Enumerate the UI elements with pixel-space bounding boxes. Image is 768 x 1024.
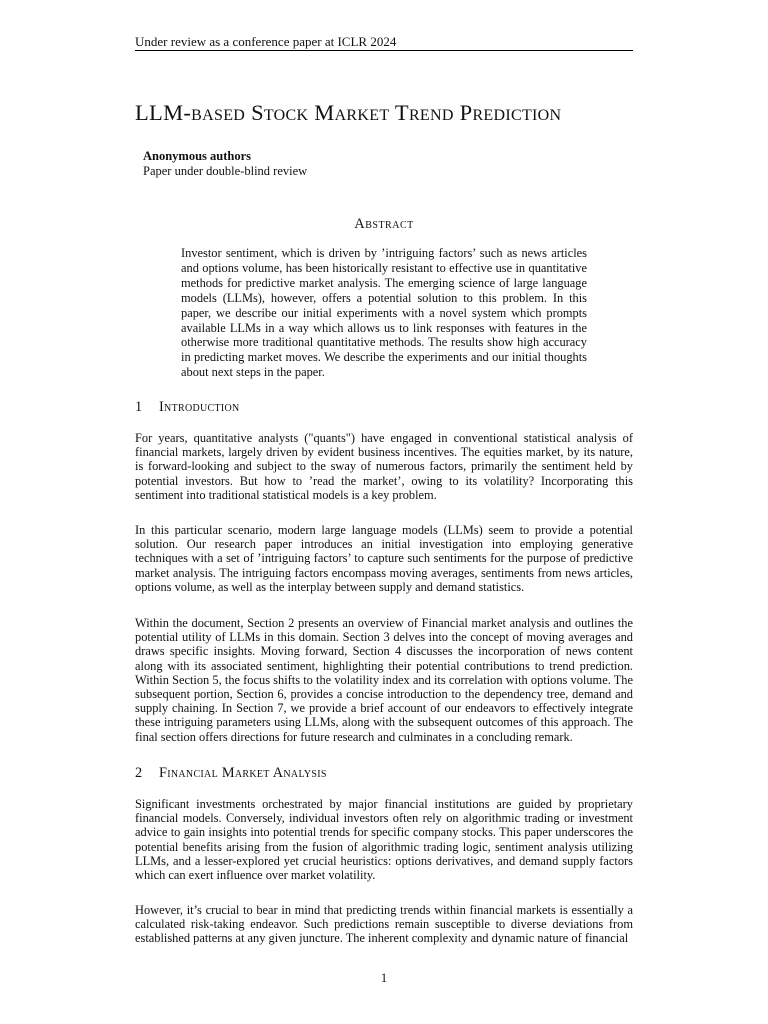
author-note: Paper under double-blind review — [143, 164, 308, 178]
section-title: Financial Market Analysis — [159, 765, 327, 781]
section-heading-introduction — [135, 399, 633, 416]
section-heading-financial-market-analysis — [135, 765, 633, 782]
section-number: 1 — [135, 399, 143, 415]
paragraph: For years, quantitative analysts ("quants") have engaged in conventional statistical analysis of financial markets, largely driven by evident business incentives. The equities market, by its nature, is forward-looking and subject to the sway of numerous factors, primarily the sentiment held by potential investors. But how to ’read the market’, owing to its volatility? Incorporating this sentiment into traditional statistical models is a key problem. — [135, 431, 633, 502]
running-header: Under review as a conference paper at ICLR 2024 — [135, 34, 397, 49]
paragraph: Within the document, Section 2 presents an overview of Financial market analysis and outlines the potential utility of LLMs in this domain. Section 3 delves into the concept of moving averages and draws specific insights. Moving forward, Section 4 discusses the incorporation of news content along with its associated sentiment, highlighting their potential contributions to trend prediction. Within Section 5, the focus shifts to the volatility index and its correlation with options volume. The subsequent portion, Section 6, provides a concise introduction to the dependency tree, demand and supply chaining. In Section 7, we provide a brief account of our endeavors to effectively integrate these intriguing parameters using LLMs, along with the subsequent outcomes of this approach. The final section offers directions for future research and culminates in a concluding remark. — [135, 616, 633, 744]
paragraph: Significant investments orchestrated by major financial institutions are guided by proprietary financial models. Conversely, individual investors often rely on algorithmic trading or investment advice to gain insights into potential trends for specific company stocks. This paper underscores the potential benefits arising from the fusion of algorithmic trading logic, sentiment analysis utilizing LLMs, and a lesser-explored yet crucial heuristics: options derivatives, and demand supply factors which can exert influence over market volatility. — [135, 797, 633, 883]
header-rule — [135, 50, 633, 51]
section-number: 2 — [135, 765, 143, 781]
paper-title: LLM-based Stock Market Trend Prediction — [135, 100, 562, 125]
section-title: Introduction — [159, 399, 240, 415]
paragraph: In this particular scenario, modern large language models (LLMs) seem to provide a potential solution. Our research paper introduces an initial investigation into employing generative techniques with a set of ’intriguing factors’ to capture such sentiments for the purpose of predictive market analysis. The intriguing factors encompass moving averages, sentiments from news articles, options volume, as well as the interplay between supply and demand statistics. — [135, 523, 633, 594]
abstract-heading: Abstract — [354, 216, 414, 232]
abstract-text: Investor sentiment, which is driven by ’intriguing factors’ such as news articles and options volume, has been historically resistant to effective use in quantitative methods for predictive market analysis. The emerging science of large language models (LLMs), however, offers a potential solution to this problem. In this paper, we describe our initial experiments with a novel system which prompts available LLMs in a way which allows us to link responses with features in the otherwise more traditional quantitative methods. The results show high accuracy in predicting market moves. We describe the experiments and our initial thoughts about next steps in the paper. — [181, 246, 587, 380]
page-number: 1 — [380, 971, 388, 985]
author-block — [143, 149, 307, 179]
author-name: Anonymous authors — [143, 149, 252, 163]
paragraph: However, it’s crucial to bear in mind that predicting trends within financial markets is essentially a calculated risk-taking endeavor. Such predictions remain susceptible to diverse deviations from established patterns at any given juncture. The inherent complexity and dynamic nature of financial — [135, 903, 633, 946]
